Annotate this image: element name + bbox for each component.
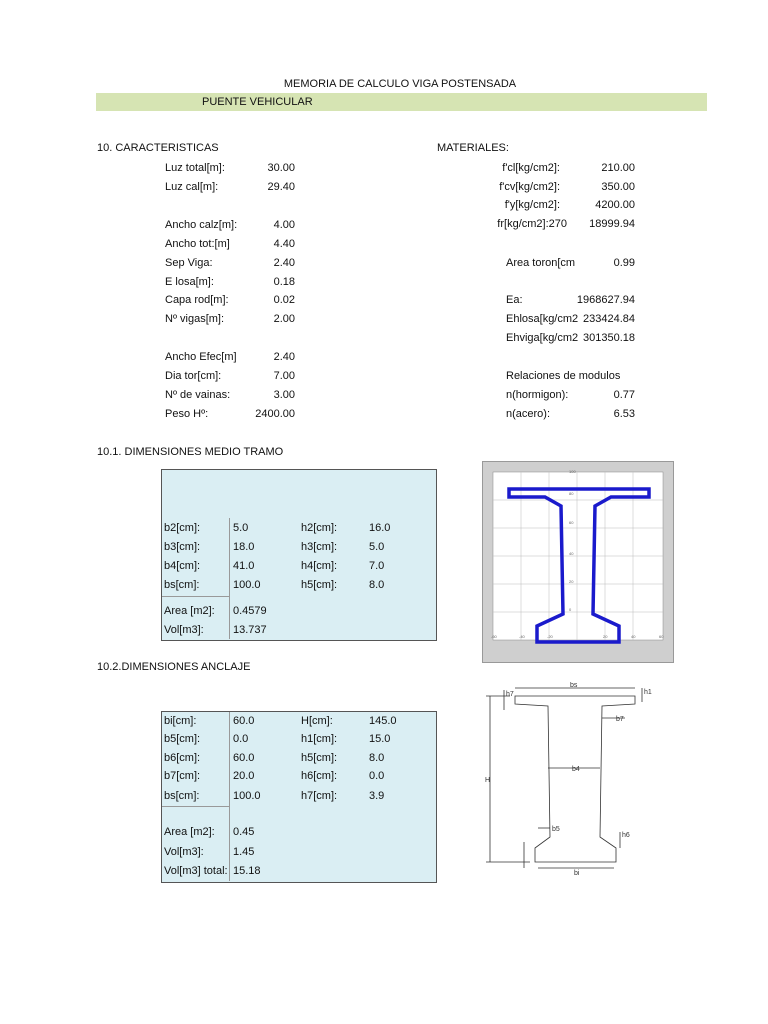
tramo-vol-label: Vol[m3]:	[164, 624, 204, 636]
svg-text:-60: -60	[491, 634, 497, 639]
rel-value: 0.77	[613, 389, 635, 401]
divider	[229, 518, 230, 639]
svg-text:40: 40	[631, 634, 636, 639]
anclaje-heading: 10.2.DIMENSIONES ANCLAJE	[97, 661, 251, 673]
tramo-value: 41.0	[233, 560, 255, 572]
car-label: E losa[m]:	[165, 276, 214, 288]
tramo-area-label: Area [m2]:	[164, 605, 215, 617]
anclaje-label: h6[cm]:	[301, 770, 338, 782]
mat-value: 4200.00	[595, 199, 635, 211]
anclaje-area-label: Area [m2]:	[164, 826, 215, 838]
tramo-value: 18.0	[233, 541, 255, 553]
tramo-label: h3[cm]:	[301, 541, 338, 553]
tramo-value: 5.0	[233, 522, 249, 534]
anclaje-value: 145.0	[369, 715, 397, 727]
tramo-label: bs[cm]:	[164, 579, 200, 591]
anclaje-value: 15.0	[369, 733, 391, 745]
car-label: Luz total[m]:	[165, 162, 225, 174]
diagram-label-b5: b5	[552, 826, 560, 833]
car-value: 2.40	[273, 351, 295, 363]
page-subtitle: PUENTE VEHICULAR	[202, 96, 313, 108]
anclaje-label: h1[cm]:	[301, 733, 338, 745]
mat-value: 350.00	[601, 181, 635, 193]
anclaje-value: 60.0	[233, 752, 255, 764]
diagram-label-b4: b4	[572, 766, 580, 773]
anclaje-vol-value: 1.45	[233, 846, 255, 858]
car-value: 29.40	[267, 181, 295, 193]
car-value: 0.18	[273, 276, 295, 288]
beam-section-figure	[482, 461, 674, 663]
relaciones-heading: Relaciones de modulos	[506, 370, 621, 382]
svg-text:60: 60	[569, 520, 574, 525]
anclaje-label: h7[cm]:	[301, 790, 338, 802]
tramo-value: 7.0	[369, 560, 385, 572]
car-label: Sep Viga:	[165, 257, 213, 269]
mat-value: 301350.18	[583, 332, 635, 344]
anclaje-label: h5[cm]:	[301, 752, 338, 764]
anclaje-value: 0.0	[369, 770, 385, 782]
subtitle-band	[96, 93, 707, 111]
diagram-label-h6: h6	[622, 832, 630, 839]
caracteristicas-heading: 10. CARACTERISTICAS	[97, 142, 219, 154]
rel-label: n(hormigon):	[506, 389, 569, 401]
diagram-label-bi: bi	[574, 870, 580, 877]
anclaje-value: 8.0	[369, 752, 385, 764]
car-label: Dia tor[cm]:	[165, 370, 222, 382]
mat-value: 0.99	[613, 257, 635, 269]
divider	[229, 712, 230, 881]
beam-section-svg	[483, 462, 673, 662]
mat-value: 18999.94	[589, 218, 635, 230]
anclaje-label: b5[cm]:	[164, 733, 201, 745]
tramo-value: 8.0	[369, 579, 385, 591]
mat-label: Ea:	[506, 294, 523, 306]
anclaje-value: 20.0	[233, 770, 255, 782]
medio-tramo-heading: 10.1. DIMENSIONES MEDIO TRAMO	[97, 446, 284, 458]
page-title: MEMORIA DE CALCULO VIGA POSTENSADA	[283, 78, 517, 90]
mat-value: 1968627.94	[576, 294, 635, 306]
mat-label: fr[kg/cm2]:270	[497, 218, 567, 230]
anclaje-voltotal-label: Vol[m3] total:	[164, 865, 228, 877]
car-value: 4.00	[273, 219, 295, 231]
tramo-label: b2[cm]:	[164, 522, 201, 534]
car-value: 2400.00	[255, 408, 295, 420]
anclaje-label: bi[cm]:	[164, 715, 197, 727]
anclaje-area-value: 0.45	[233, 826, 255, 838]
anclaje-voltotal-value: 15.18	[233, 865, 261, 877]
svg-text:40: 40	[569, 551, 574, 556]
svg-text:60: 60	[659, 634, 664, 639]
mat-value: 210.00	[601, 162, 635, 174]
car-value: 4.40	[273, 238, 295, 250]
diagram-label-h1: h1	[644, 689, 652, 696]
svg-text:-40: -40	[519, 634, 525, 639]
tramo-value: 16.0	[369, 522, 391, 534]
diagram-label-b7: b7	[616, 716, 624, 723]
mat-value: 233424.84	[583, 313, 635, 325]
tramo-value: 100.0	[233, 579, 261, 591]
mat-label: Ehviga[kg/cm2	[506, 332, 579, 344]
anchorage-sketch-svg	[480, 682, 660, 877]
anclaje-label: b7[cm]:	[164, 770, 201, 782]
anclaje-label: b6[cm]:	[164, 752, 201, 764]
anclaje-label: H[cm]:	[301, 715, 333, 727]
car-value: 2.40	[273, 257, 295, 269]
car-label: Ancho calz[m]:	[165, 219, 238, 231]
diagram-label-H: H	[485, 777, 491, 784]
car-value: 2.00	[273, 313, 295, 325]
svg-text:20: 20	[569, 579, 574, 584]
anclaje-value: 100.0	[233, 790, 261, 802]
tramo-area-value: 0.4579	[233, 605, 267, 617]
svg-text:100: 100	[569, 469, 576, 474]
tramo-vol-value: 13.737	[233, 624, 267, 636]
mat-label: f'y[kg/cm2]:	[504, 199, 560, 211]
car-value: 3.00	[273, 389, 295, 401]
mat-label: f'cv[kg/cm2]:	[499, 181, 560, 193]
tramo-label: h2[cm]:	[301, 522, 338, 534]
svg-text:-20: -20	[547, 634, 553, 639]
car-label: Capa rod[m]:	[165, 294, 229, 306]
tramo-label: b3[cm]:	[164, 541, 201, 553]
mat-label: f'cl[kg/cm2]:	[502, 162, 560, 174]
anchorage-sketch-figure	[480, 682, 660, 877]
mat-label: Area toron[cm	[506, 257, 576, 269]
tramo-label: h5[cm]:	[301, 579, 338, 591]
mat-label: Ehlosa[kg/cm2	[506, 313, 579, 325]
anclaje-value: 60.0	[233, 715, 255, 727]
anclaje-vol-label: Vol[m3]:	[164, 846, 204, 858]
svg-text:0: 0	[569, 607, 572, 612]
svg-text:20: 20	[603, 634, 608, 639]
divider	[162, 806, 230, 807]
materiales-heading: MATERIALES:	[437, 142, 509, 154]
svg-text:80: 80	[569, 491, 574, 496]
anclaje-label: bs[cm]:	[164, 790, 200, 802]
car-label: Nº vigas[m]:	[165, 313, 225, 325]
car-label: Ancho tot:[m]	[165, 238, 230, 250]
diagram-label-bs: bs	[570, 682, 578, 689]
tramo-label: b4[cm]:	[164, 560, 201, 572]
car-value: 0.02	[273, 294, 295, 306]
car-label: Peso Hº:	[165, 408, 209, 420]
car-label: Nº de vainas:	[165, 389, 231, 401]
tramo-label: h4[cm]:	[301, 560, 338, 572]
tramo-value: 5.0	[369, 541, 385, 553]
car-value: 30.00	[267, 162, 295, 174]
rel-label: n(acero):	[506, 408, 551, 420]
anclaje-value: 0.0	[233, 733, 249, 745]
car-label: Ancho Efec[m]	[165, 351, 237, 363]
diagram-label-h7: h7	[506, 691, 514, 698]
car-label: Luz cal[m]:	[165, 181, 219, 193]
rel-value: 6.53	[613, 408, 635, 420]
divider	[162, 596, 230, 597]
car-value: 7.00	[273, 370, 295, 382]
anclaje-value: 3.9	[369, 790, 385, 802]
